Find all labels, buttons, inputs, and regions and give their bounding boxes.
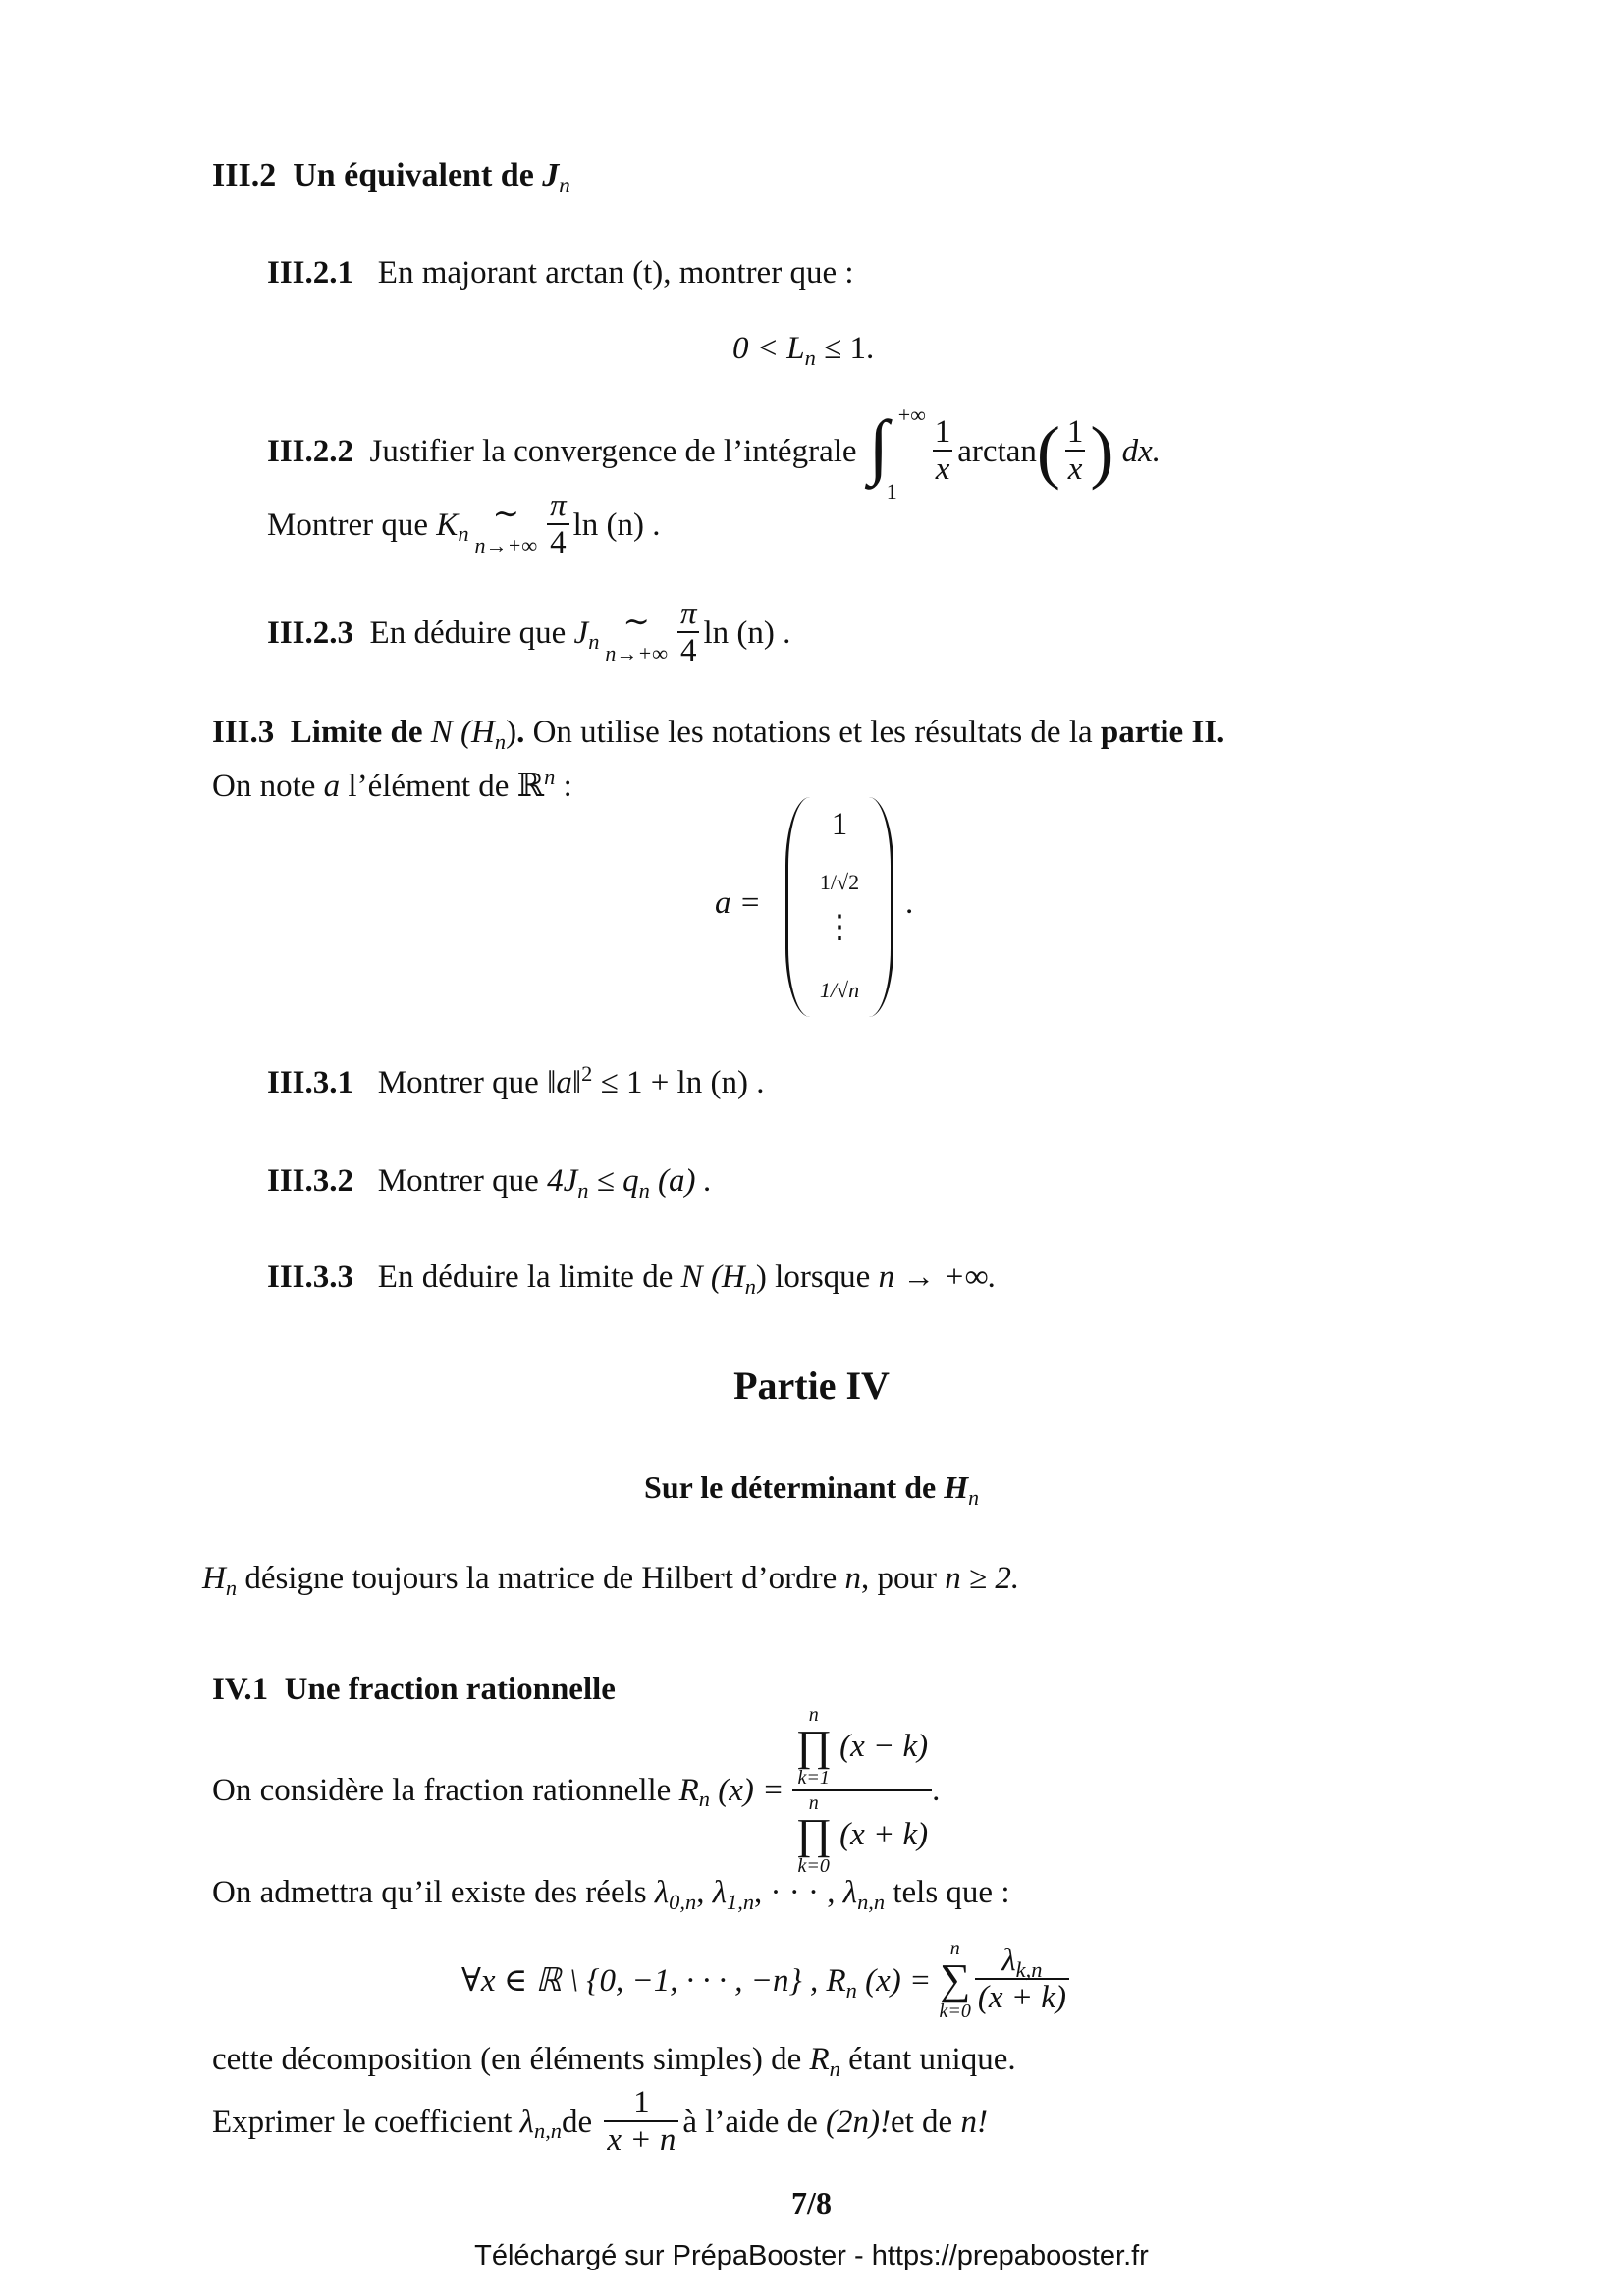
question-III-2-1 [267,255,854,292]
fraction-pi-4 [547,488,569,562]
rational-fraction-line [212,1704,941,1877]
left-paren: ( [1036,412,1060,491]
math-lambda: λ [654,1875,670,1910]
integral-sign [865,402,928,504]
question-number: III.2.2 [267,433,354,469]
question-text: En déduire que [369,614,567,651]
sep: , [696,1875,713,1910]
section-heading-III-2 [212,157,570,198]
vector-entry: 1/√2 [819,870,860,894]
sim-under: n→+∞ [605,641,668,666]
prod-lower: k=1 [797,1767,830,1789]
question-text: lorsque [766,1259,879,1295]
sum-upper: n [949,1938,960,1959]
math-sub: 0,n [669,1889,697,1914]
integral-glyph: ∫ [868,406,890,487]
math-n: n [844,1561,862,1596]
section-title: Limite de [290,715,423,750]
text: On note [212,769,324,804]
reference-bold: partie II. [1100,715,1225,750]
text: : [555,769,572,804]
math-arctan: arctan [957,433,1037,469]
question-text: Justifier la convergence de l’intégrale [369,433,857,469]
section-number: IV.1 [212,1672,269,1707]
math-q: ≤ q [588,1163,639,1199]
vector-entry-cell [785,970,893,1006]
text: et de [890,2104,953,2140]
footer-source: Téléchargé sur PrépaBooster - https://prepabooster.fr [474,2240,1149,2271]
vector-end-dot: . [905,885,914,921]
numerator [792,1705,933,1789]
math-sub: n,n [533,2118,563,2144]
math-R: R [809,2042,830,2077]
math-4J: 4J [547,1163,578,1199]
math-ln: ln (n) . [703,614,791,651]
math-lambda: λ [842,1875,858,1910]
math-sub: 1,n [727,1889,755,1914]
math-display: 0 < L [732,331,805,366]
page-number: 7/8 [791,2185,832,2220]
text: désigne toujours la matrice de Hilbert d’ordre [237,1561,845,1596]
text: étant unique. [839,2042,1016,2077]
frac-num: 1 [934,413,951,450]
math-J: J [573,614,589,651]
sep: , [827,1875,843,1910]
math-condition: n ≥ 2. [945,1561,1020,1596]
section-title: Un équivalent de [293,157,534,193]
fraction-pi-4 [677,596,700,670]
math-sub: n [577,1177,589,1202]
question-number: III.3.3 [267,1259,354,1295]
sum-lower: k=0 [939,2001,971,2022]
text: l’élément de [340,769,517,804]
right-paren: ) [1090,412,1114,491]
text: , pour [861,1561,946,1596]
text: tels que : [885,1875,1010,1910]
math-sub: n [494,728,507,754]
sum: ∑ [940,1955,971,2003]
math-ln: ln (n) . [572,507,661,543]
part-intro [202,1561,1020,1600]
math-sup: n [544,764,556,789]
frac-num: 1 [1066,413,1084,450]
math-sub: n [829,2056,840,2081]
product-symbol [796,1793,832,1876]
express-line [212,2083,988,2162]
math-sub: n [968,1485,979,1510]
sim: ∼ [492,497,520,532]
math-R-group [678,1772,784,1812]
prod-upper: n [808,1704,819,1726]
frac-num: π [679,595,697,631]
equivalent-symbol [605,602,668,665]
math-sub: n [458,521,469,547]
question-number: III.2.3 [267,614,354,651]
math-limit: n → +∞. [878,1259,997,1295]
section-number: III.2 [212,157,277,193]
math-a: a [323,769,341,804]
text: de [562,2104,593,2140]
question-number: III.3.1 [267,1065,354,1100]
question-III-2-3 [267,594,790,672]
sum-symbol [940,1939,971,2021]
question-text: Montrer que [377,1065,539,1100]
math-factorial: n! [960,2104,988,2140]
section-text: On utilise les notations et les résultats de la [524,715,1101,750]
frac-num [999,1942,1045,1982]
question-III-3-1 [267,1060,765,1101]
math-norm: ‖a‖ [547,1065,582,1100]
denominator [792,1789,933,1876]
dot: . [932,1772,941,1808]
sep: , [754,1875,771,1910]
decomposition-display [461,1926,1073,2034]
frac-den: (x + k) [975,1978,1069,2017]
dot: . [516,715,525,750]
question-text: En majorant [377,255,537,291]
fraction [932,414,954,489]
math-J: J [542,157,560,193]
math-arg: (a) . [649,1163,713,1199]
fraction-products [792,1705,933,1876]
math-sub: n [845,1977,857,2002]
math-K-group [436,507,469,547]
part-subtitle [0,1469,1623,1510]
num-factor: (x − k) [839,1728,929,1764]
vector-entry-cell [785,862,893,898]
math-arctan: arctan (t) [545,255,664,291]
math-sub: n [559,172,570,198]
math-N: N (H [680,1259,745,1295]
math-sub: n [225,1575,238,1600]
math-lambda: λ [712,1875,727,1910]
math-arg: (x) = [709,1772,784,1808]
math-sub: k,n [1015,1956,1043,1982]
sim-under: n→+∞ [474,533,538,558]
frac-den: x [933,450,953,489]
math-mid: (x) = [856,1963,932,1999]
question-text: Montrer que [267,507,429,543]
math-sub: n [588,629,600,655]
question-text: En déduire la limite de [377,1259,674,1295]
math-lambda-group [519,2104,563,2144]
math-sub: n [638,1177,650,1202]
math-factorial: (2n)! [826,2104,891,2140]
frac-num: 1 [633,2084,650,2120]
question-text: Montrer que [377,1163,539,1199]
math-H: H [202,1561,226,1596]
frac-num: π [550,487,567,523]
display-inequality [732,331,875,370]
math-display-end: ≤ 1. [815,331,875,366]
den-factor: (x + k) [839,1816,929,1852]
math-lambda: λ [1001,1942,1016,1978]
math-R: ℝ [516,769,545,804]
section-number: III.3 [212,715,275,750]
vector-entry: 1/√n [819,978,860,1002]
question-III-3-2 [267,1163,712,1200]
vector-entry: 1 [831,807,848,842]
vector-lhs: a = [715,885,762,921]
lambda-line [212,1875,1010,1914]
text: On considère la fraction rationnelle [212,1772,672,1808]
question-number: III.2.1 [267,255,354,291]
frac-den: 4 [677,631,700,670]
math-rest: ≤ 1 + ln (n) . [592,1065,765,1100]
math-close: ) [506,715,517,750]
vector-entry-dots: ⋮ [823,910,856,945]
math-sub: n [698,1787,710,1812]
math-J-group [573,614,600,655]
question-III-2-2-line2 [267,486,661,564]
math-sub: n,n [857,1889,886,1914]
equivalent-symbol [475,494,538,557]
uniqueness-line [212,2042,1016,2081]
section-title: Une fraction rationnelle [284,1672,616,1707]
fraction [604,2085,678,2160]
prod-upper: n [808,1792,819,1814]
prod: ∏ [795,1810,832,1858]
math-close: ) [755,1259,767,1295]
text: Exprimer le coefficient [212,2104,513,2140]
math-R: R [678,1772,699,1808]
math-sup: 2 [581,1060,593,1086]
fraction [1064,414,1087,489]
cdots: · · · [770,1875,828,1910]
frac-den: 4 [547,523,569,562]
part-title: Partie IV [733,1363,890,1408]
text: On admettra qu’il existe des réels [212,1875,655,1910]
question-number: III.3.2 [267,1163,354,1199]
frac-den: x + n [604,2120,678,2160]
text: à l’aide de [682,2104,818,2140]
product-symbol [796,1705,832,1788]
math-lhs: ∀x ∈ ℝ \ {0, −1, · · · , −n} , R [461,1963,846,1999]
section-heading-IV-1 [212,1672,616,1708]
prod: ∏ [795,1722,832,1770]
text: cette décomposition (en éléments simples) de [212,2042,810,2077]
math-N: N (H [430,715,495,750]
question-text: , montrer que : [663,255,854,291]
math-dx: dx. [1121,433,1162,469]
prod-lower: k=0 [797,1855,830,1877]
frac-den: x [1065,450,1086,489]
math-sub: n [744,1273,756,1299]
integral-lower: 1 [886,479,897,504]
math-lambda: λ [519,2104,534,2140]
line-note-a [212,766,572,805]
math-H: H [944,1469,969,1505]
math-sub: n [804,345,816,370]
subtitle-text: Sur le déterminant de [644,1469,937,1505]
math-lhs-group [461,1960,931,2000]
section-heading-III-3 [212,715,1225,754]
math-K: K [436,507,459,543]
question-III-3-3 [267,1259,997,1299]
vector-a [785,797,893,1017]
sum-fraction [975,1943,1069,2017]
integral-upper: +∞ [897,402,926,427]
sim: ∼ [622,605,651,640]
